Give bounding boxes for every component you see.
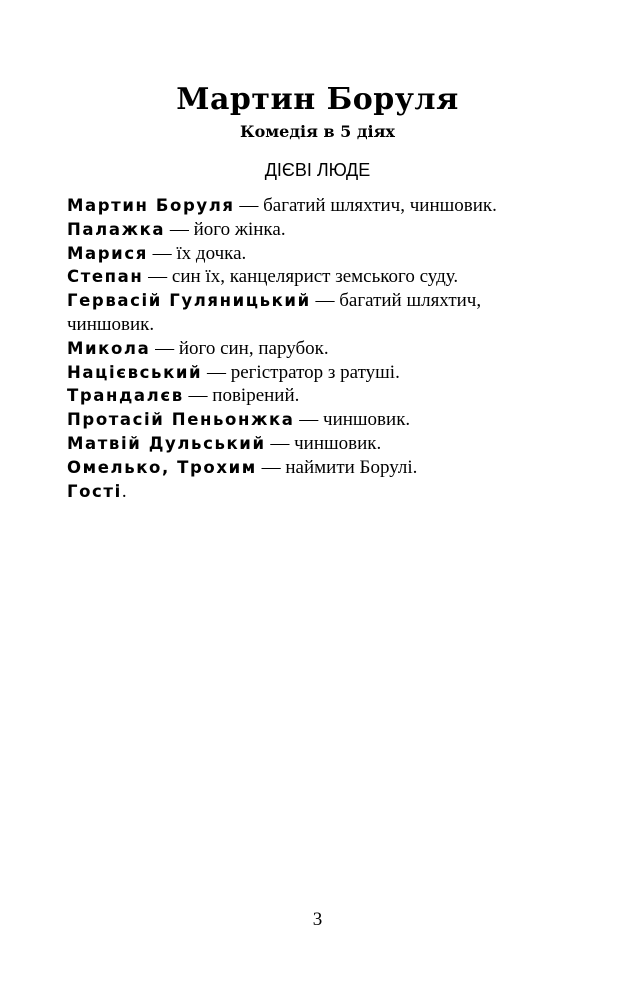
character-entry: [67, 456, 567, 480]
character-name: Гості: [67, 481, 122, 501]
character-description: — їх дочка.: [147, 242, 247, 264]
character-entry: [67, 384, 567, 408]
character-description: .: [121, 480, 127, 502]
character-entry: [67, 242, 567, 266]
character-entry: [67, 337, 567, 361]
character-description: — багатий шляхтич, чиншовик.: [234, 195, 497, 216]
character-description: — повірений.: [183, 385, 300, 407]
character-name: Протасій Пеньонжка: [67, 410, 295, 430]
character-entry: [67, 218, 567, 242]
character-description: — син їх, канцелярист земського суду.: [143, 266, 459, 288]
character-name: Трандалєв: [67, 386, 184, 406]
character-list: [67, 194, 567, 503]
character-entry: [67, 194, 567, 218]
character-name: Матвій Дульський: [67, 433, 266, 453]
character-name: Степан: [67, 267, 144, 287]
character-description: — багатий шляхтич, чиншовик.: [67, 290, 482, 335]
character-description: — чиншовик.: [294, 409, 411, 431]
character-entry: [67, 408, 567, 432]
character-description: — його син, парубок.: [150, 337, 329, 359]
character-entry: [67, 289, 567, 337]
page-number: 3: [312, 909, 323, 930]
character-description: — наймити Борулі.: [256, 456, 418, 478]
character-name: Микола: [67, 338, 151, 358]
character-entry: [67, 265, 567, 289]
character-name: Гервасій Гуляницький: [67, 291, 311, 311]
character-entry: [67, 361, 567, 385]
character-name: Марися: [67, 243, 148, 263]
character-description: — чиншовик.: [265, 432, 382, 454]
character-name: Мартин Боруля: [67, 196, 235, 215]
play-title: Мартин Боруля: [176, 82, 459, 117]
character-name: Націєвський: [67, 362, 203, 382]
character-name: Омелько, Трохим: [67, 457, 257, 477]
character-description: — його жінка.: [165, 218, 286, 240]
character-entry: [67, 480, 567, 504]
character-entry: [67, 432, 567, 456]
dramatis-personae-heading: ДІЄВІ ЛЮДЕ: [264, 160, 371, 180]
character-description: — регістратор з ратуші.: [202, 361, 400, 383]
play-subtitle: Комедія в 5 діях: [240, 122, 395, 141]
character-name: Палажка: [67, 219, 166, 239]
